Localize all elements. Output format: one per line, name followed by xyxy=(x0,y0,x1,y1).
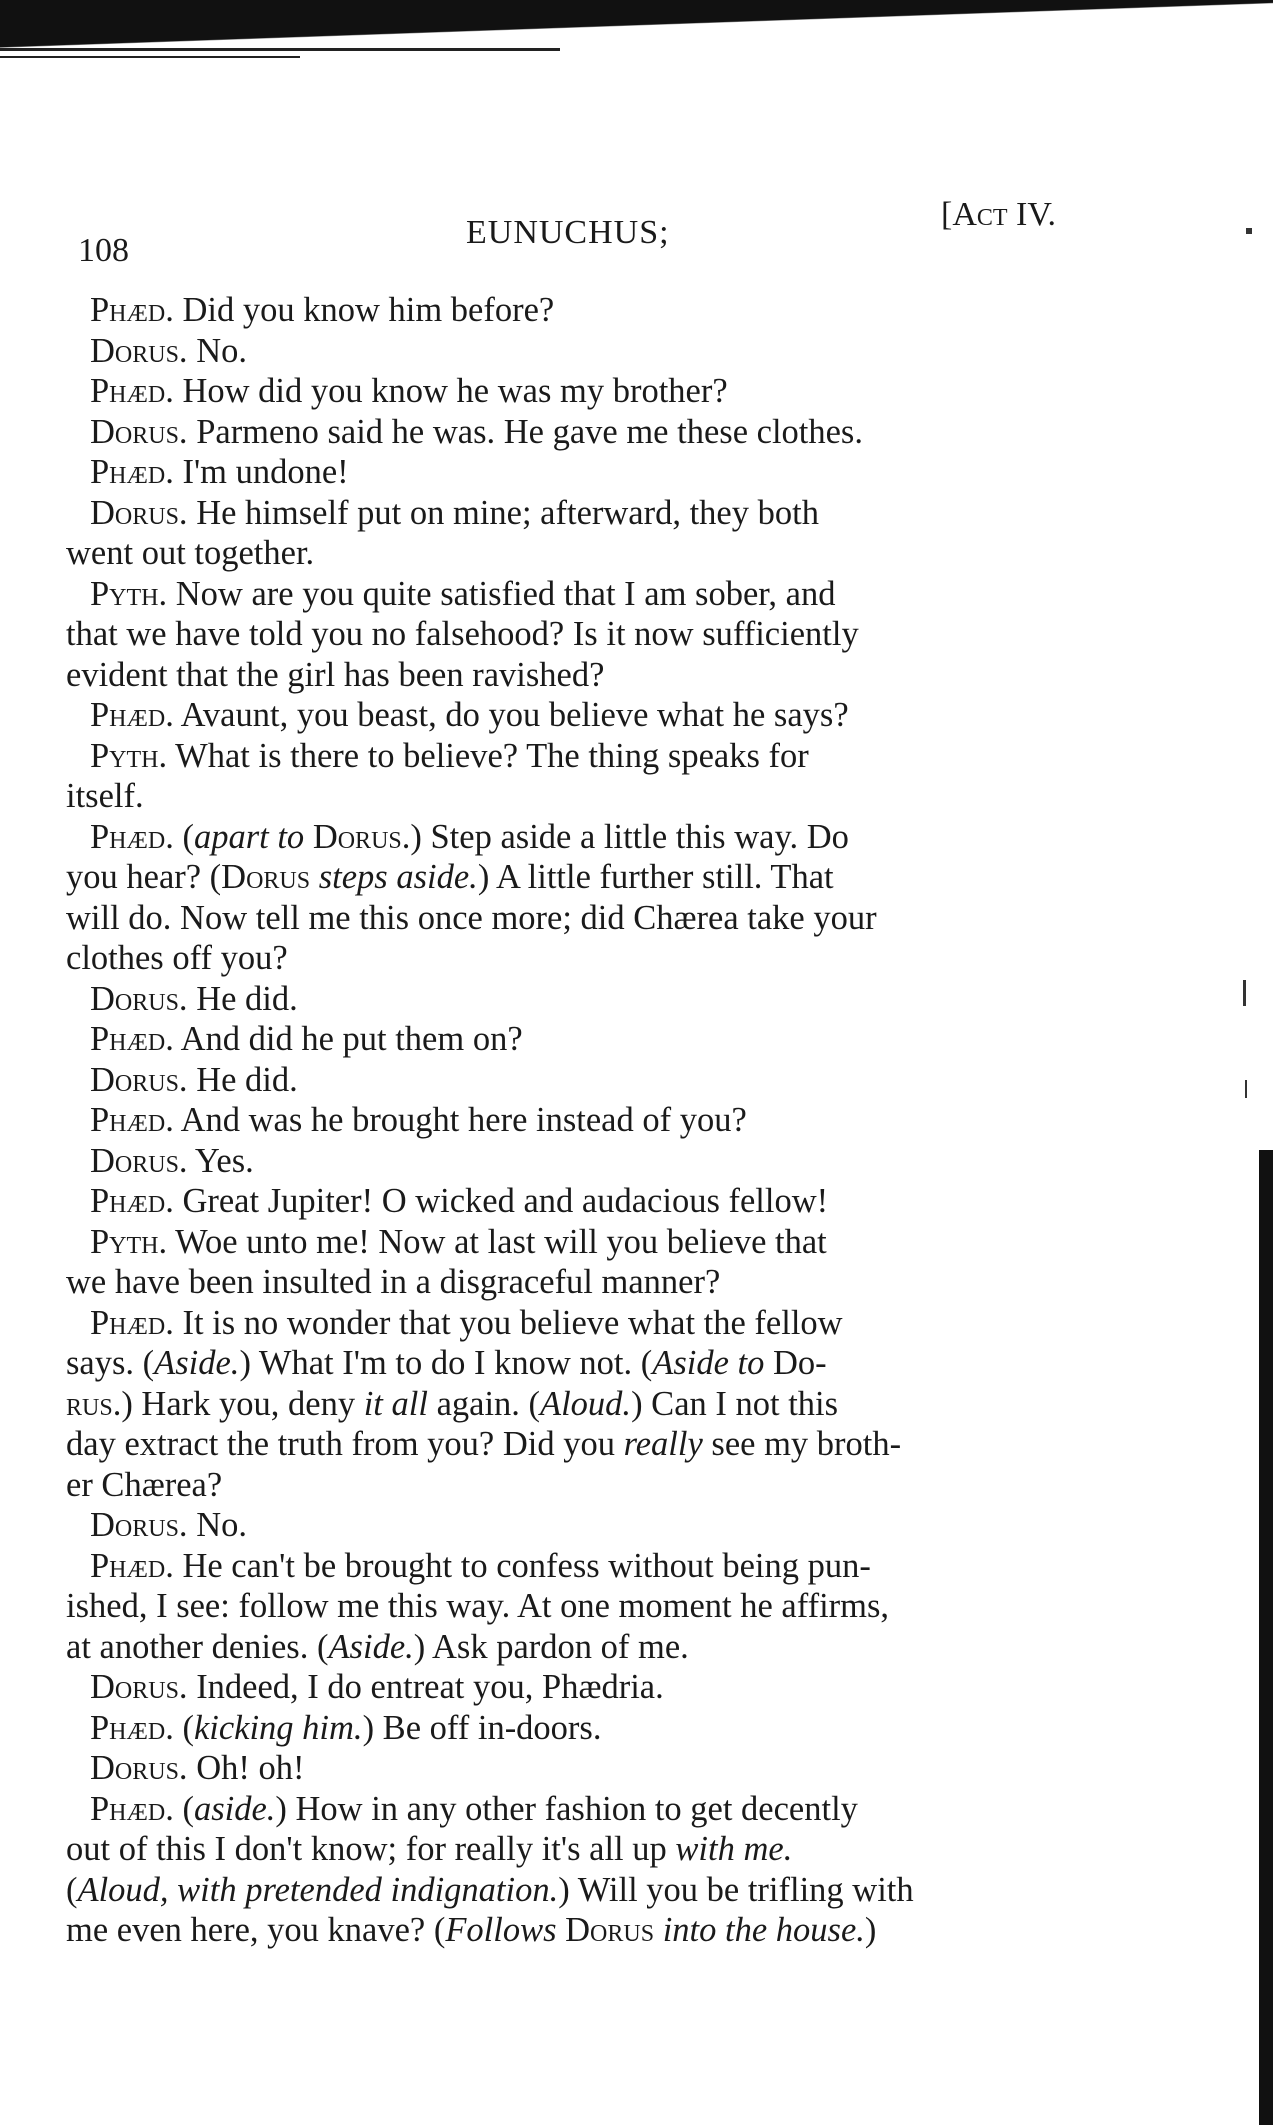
stage-direction: Aside to xyxy=(652,1344,765,1382)
speaker-name: Dorus. xyxy=(90,412,188,451)
speaker-name: Phæd. xyxy=(90,1708,174,1747)
scan-streak xyxy=(0,56,300,58)
dialogue-text: Indeed, I do entreat you, Phædria. xyxy=(196,1668,664,1706)
dialogue-text: .) Hark you, deny xyxy=(112,1384,364,1423)
speaker-name: Phæd. xyxy=(90,817,174,856)
speaker-name: Phæd. xyxy=(90,291,174,329)
dialogue-text: ) Can I not this xyxy=(631,1384,839,1423)
stage-direction: Aloud, with pretended indignation. xyxy=(77,1870,559,1909)
dialogue-text: again. ( xyxy=(427,1384,541,1423)
speaker-name: Phæd. xyxy=(90,1546,174,1585)
stage-direction: into the house. xyxy=(662,1911,865,1949)
dialogue-text: Woe unto me! Now at last will you believe that xyxy=(175,1222,827,1261)
dialogue-text: What is there to believe? The thing speaks for xyxy=(175,736,809,775)
page-header xyxy=(76,196,1086,269)
play-text xyxy=(66,290,1090,1951)
continuation-line xyxy=(66,938,1090,979)
continuation-line xyxy=(66,1424,1090,1465)
speech-line xyxy=(90,1141,1090,1182)
speech-line xyxy=(90,412,1090,453)
scan-streak xyxy=(0,48,560,51)
dialogue-text: He did. xyxy=(196,979,298,1018)
speaker-name: Phæd. xyxy=(90,1303,174,1342)
dialogue-text: And was he brought here instead of you? xyxy=(180,1101,747,1139)
dialogue-text: evident that the girl has been ravished? xyxy=(66,655,605,694)
speech-line xyxy=(90,1505,1090,1546)
continuation-line xyxy=(66,1586,1090,1627)
speech-line xyxy=(90,1019,1090,1060)
speech-line xyxy=(90,1222,1090,1263)
speech-line xyxy=(90,574,1090,615)
speech-line xyxy=(90,331,1090,372)
dialogue-text: we have been insulted in a disgraceful manner? xyxy=(66,1263,721,1301)
continuation-line xyxy=(66,533,1090,574)
speaker-name: Dorus. xyxy=(90,1506,188,1544)
speaker-name: Dorus. xyxy=(90,493,188,532)
dialogue-text: me even here, you knave? ( xyxy=(66,1911,446,1949)
dialogue-text: How did you know he was my brother? xyxy=(182,372,728,410)
dialogue-text: Dorus xyxy=(221,858,311,896)
dialogue-text: He can't be brought to confess without being pun- xyxy=(182,1546,871,1585)
dialogue-text: He did. xyxy=(196,1060,298,1099)
dialogue-text: ) Will you be trifling with xyxy=(558,1870,914,1909)
page-number: 108 xyxy=(78,232,129,269)
speech-line xyxy=(90,1181,1090,1222)
dialogue-text: rus xyxy=(66,1384,113,1423)
dialogue-text: that we have told you no falsehood? Is it now sufficiently xyxy=(66,615,859,653)
dialogue-text: ) xyxy=(864,1911,877,1949)
dialogue-text: I'm undone! xyxy=(182,453,349,491)
speaker-name: Phæd. xyxy=(90,372,174,410)
continuation-line xyxy=(66,1829,1090,1870)
speech-line xyxy=(90,1100,1090,1141)
speaker-name: Phæd. xyxy=(90,1182,174,1220)
dialogue-text: will do. Now tell me this once more; did Chærea take your xyxy=(66,898,877,937)
continuation-line xyxy=(66,1465,1090,1506)
stage-direction: Aloud. xyxy=(540,1384,632,1423)
dialogue-text xyxy=(310,858,319,896)
dialogue-text: er Chærea? xyxy=(66,1465,223,1504)
speech-line xyxy=(90,1546,1090,1587)
speaker-name: Phæd. xyxy=(90,453,174,491)
speech-line xyxy=(90,817,1090,858)
stage-direction: kicking him. xyxy=(193,1708,363,1747)
continuation-line xyxy=(66,898,1090,939)
speech-line xyxy=(90,452,1090,493)
dialogue-text: Yes. xyxy=(194,1141,254,1180)
speaker-name: Dorus. xyxy=(90,979,188,1018)
dialogue-text: ished, I see: follow me this way. At one moment he affirms, xyxy=(66,1587,890,1625)
stage-direction: really xyxy=(623,1425,703,1463)
continuation-line xyxy=(66,776,1090,817)
speech-line xyxy=(90,290,1090,331)
dialogue-text: No. xyxy=(196,1506,247,1544)
dialogue-text: at another denies. ( xyxy=(66,1627,329,1666)
continuation-line xyxy=(66,1384,1090,1425)
dialogue-text: Oh! oh! xyxy=(196,1749,305,1787)
speech-line xyxy=(90,371,1090,412)
dialogue-text: see my broth- xyxy=(702,1425,902,1463)
dialogue-text: ( xyxy=(182,1789,194,1828)
stage-direction: Aside. xyxy=(154,1344,240,1382)
speech-line xyxy=(90,1667,1090,1708)
dialogue-text: Did you know him before? xyxy=(182,291,555,329)
speaker-name: Dorus. xyxy=(90,1060,188,1099)
dialogue-text: Do- xyxy=(764,1344,827,1382)
continuation-line xyxy=(66,614,1090,655)
speech-line xyxy=(90,1060,1090,1101)
dialogue-text xyxy=(654,1911,663,1949)
dialogue-text: Dorus xyxy=(565,1911,655,1949)
speaker-name: Dorus. xyxy=(90,1141,188,1180)
continuation-line xyxy=(66,1627,1090,1668)
dialogue-text: itself. xyxy=(66,777,144,815)
dialogue-text: Avaunt, you beast, do you believe what he says? xyxy=(180,696,849,734)
speaker-name: Dorus. xyxy=(90,1668,188,1706)
stage-direction: Follows xyxy=(445,1911,557,1949)
speaker-name: Dorus. xyxy=(90,1749,188,1787)
speaker-name: Pyth. xyxy=(90,736,168,775)
stage-direction: aside. xyxy=(193,1789,276,1828)
dialogue-text: Dorus xyxy=(312,817,402,856)
scan-dark-edge-top xyxy=(0,0,1273,60)
dialogue-text: ) How in any other fashion to get decently xyxy=(275,1789,858,1828)
scan-speck xyxy=(1246,228,1252,234)
dialogue-text: out of this I don't know; for really it's all up xyxy=(66,1830,676,1868)
dialogue-text: ) A little further still. That xyxy=(477,858,834,896)
continuation-line xyxy=(66,1870,1090,1911)
dialogue-text: Now are you quite satisfied that I am sober, and xyxy=(175,574,836,613)
speaker-name: Phæd. xyxy=(90,1101,174,1139)
dialogue-text: Great Jupiter! O wicked and audacious fellow! xyxy=(182,1182,829,1220)
speaker-name: Pyth. xyxy=(90,574,168,613)
running-title: EUNUCHUS; xyxy=(466,214,670,251)
dialogue-text: No. xyxy=(196,331,247,370)
scan-speck xyxy=(1245,1080,1247,1098)
dialogue-text: you hear? ( xyxy=(66,858,222,896)
dialogue-text: .) Step aside a little this way. Do xyxy=(401,817,849,856)
speech-line xyxy=(90,979,1090,1020)
dialogue-text: ( xyxy=(182,817,194,856)
scan-speck xyxy=(1243,980,1246,1006)
speech-line xyxy=(90,736,1090,777)
dialogue-text: day extract the truth from you? Did you xyxy=(66,1425,624,1463)
dialogue-text: ( xyxy=(182,1708,194,1747)
continuation-line xyxy=(66,857,1090,898)
dialogue-text: clothes off you? xyxy=(66,939,288,977)
speaker-name: Phæd. xyxy=(90,1020,174,1058)
continuation-line xyxy=(66,1343,1090,1384)
speaker-name: Phæd. xyxy=(90,1789,174,1828)
stage-direction: Aside. xyxy=(328,1627,414,1666)
continuation-line xyxy=(66,1910,1090,1951)
dialogue-text: He himself put on mine; afterward, they both xyxy=(196,493,819,532)
scan-dark-edge-right xyxy=(1259,1150,1273,2125)
dialogue-text xyxy=(304,818,313,856)
speech-line xyxy=(90,1708,1090,1749)
speech-line xyxy=(90,493,1090,534)
speech-line xyxy=(90,1789,1090,1830)
dialogue-text: went out together. xyxy=(66,534,315,572)
continuation-line xyxy=(66,1262,1090,1303)
speech-line xyxy=(90,1303,1090,1344)
dialogue-text: Parmeno said he was. He gave me these clothes. xyxy=(196,412,863,451)
stage-direction: steps aside. xyxy=(318,858,478,896)
dialogue-text: says. ( xyxy=(66,1344,155,1382)
speech-line xyxy=(90,1748,1090,1789)
stage-direction: apart to xyxy=(193,817,305,856)
dialogue-text: ) Be off in-doors. xyxy=(362,1708,602,1747)
stage-direction: it all xyxy=(363,1384,428,1423)
continuation-line xyxy=(66,655,1090,696)
speaker-name: Pyth. xyxy=(90,1222,168,1261)
dialogue-text: And did he put them on? xyxy=(180,1020,523,1058)
dialogue-text: ) Ask pardon of me. xyxy=(413,1627,689,1666)
speaker-name: Phæd. xyxy=(90,696,174,734)
speech-line xyxy=(90,695,1090,736)
dialogue-text: It is no wonder that you believe what the fellow xyxy=(182,1303,843,1342)
speaker-name: Dorus. xyxy=(90,331,188,370)
stage-direction: with me. xyxy=(675,1830,793,1868)
dialogue-text: ( xyxy=(66,1870,78,1909)
dialogue-text: ) What I'm to do I know not. ( xyxy=(239,1344,653,1382)
dialogue-text xyxy=(557,1911,566,1949)
act-label: [Act IV. xyxy=(941,196,1057,233)
